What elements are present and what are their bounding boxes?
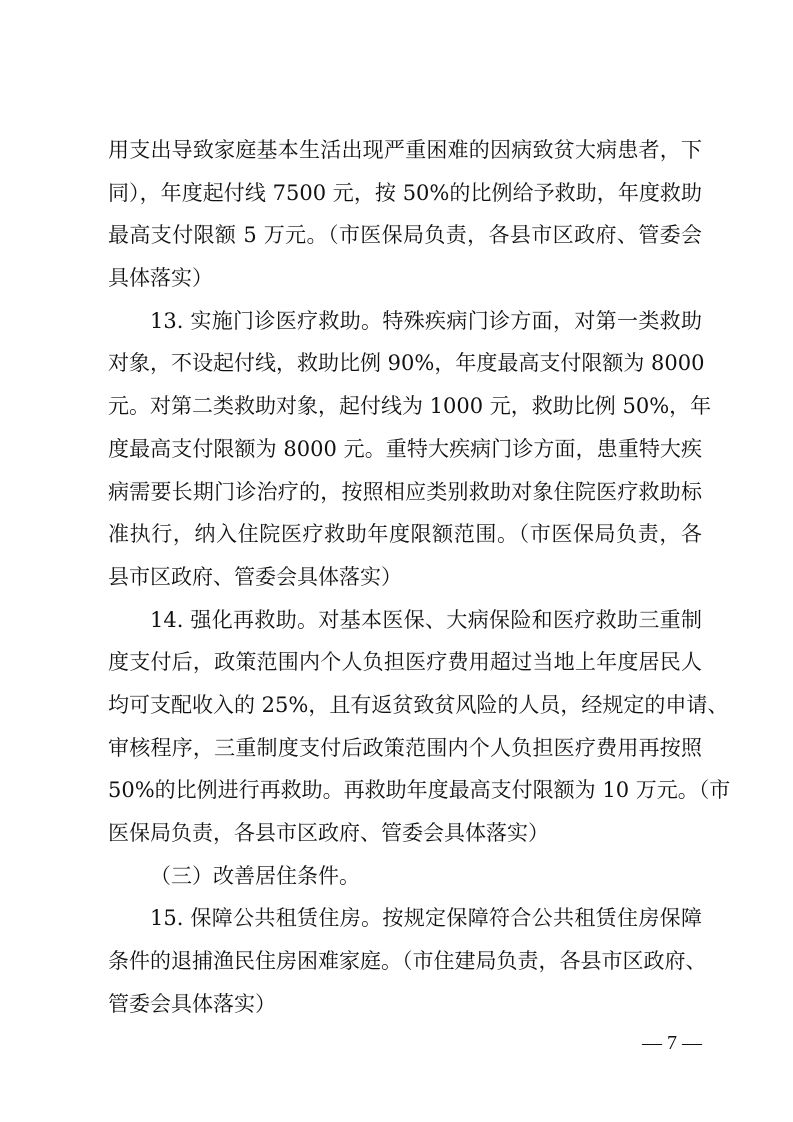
text-line: 50%的比例进行再救助。再救助年度最高支付限额为 10 万元。（市 [108, 778, 731, 803]
text-line: 度支付后，政策范围内个人负担医疗费用超过当地上年度居民人 [108, 650, 702, 675]
text-line: 准执行，纳入住院医疗救助年度限额范围。（市医保局负责，各 [108, 522, 702, 547]
text-line: 13. 实施门诊医疗救助。特殊疾病门诊方面，对第一类救助 [150, 308, 702, 333]
text-line: 均可支配收入的 25%，且有返贫致贫风险的人员，经规定的申请、 [108, 692, 729, 717]
text-line: 度最高支付限额为 8000 元。重特大疾病门诊方面，患重特大疾 [108, 436, 702, 461]
paragraph-14 [108, 599, 731, 855]
text-line: 条件的退捕渔民住房困难家庭。（市住建局负责，各县市区政府、 [108, 949, 707, 974]
text-line: 元。对第二类救助对象，起付线为 1000 元，救助比例 50%，年 [108, 394, 712, 419]
section-heading [108, 855, 702, 898]
paragraph-13 [108, 300, 712, 599]
text-line: 医保局负责，各县市区政府、管委会具体落实） [108, 821, 549, 845]
heading-line: （三）改善居住条件。 [150, 863, 360, 888]
document-body [108, 129, 731, 1025]
page-number: — 7 — [642, 1032, 702, 1054]
text-line: 病需要长期门诊治疗的，按照相应类别救助对象住院医疗救助标 [108, 479, 702, 504]
text-line: 用支出导致家庭基本生活出现严重困难的因病致贫大病患者，下 [108, 138, 702, 162]
text-line: 县市区政府、管委会具体落实） [108, 564, 402, 589]
text-line: 具体落实） [108, 266, 213, 291]
text-line: 最高支付限额 5 万元。（市医保局负责，各县市区政府、管委会 [108, 223, 702, 248]
text-line: 15. 保障公共租赁住房。按规定保障符合公共租赁住房保障 [150, 906, 702, 931]
text-line: 对象，不设起付线，救助比例 90%，年度最高支付限额为 8000 [108, 351, 705, 376]
text-line: 同），年度起付线 7500 元，按 50%的比例给予救助，年度救助 [108, 180, 702, 205]
text-line: 审核程序，三重制度支付后政策范围内个人负担医疗费用再按照 [108, 735, 702, 760]
text-line: 管委会具体落实） [108, 991, 276, 1016]
text-line: 14. 强化再救助。对基本医保、大病保险和医疗救助三重制 [150, 607, 702, 632]
paragraph-15 [108, 897, 707, 1025]
paragraph-12-continued [108, 129, 702, 300]
